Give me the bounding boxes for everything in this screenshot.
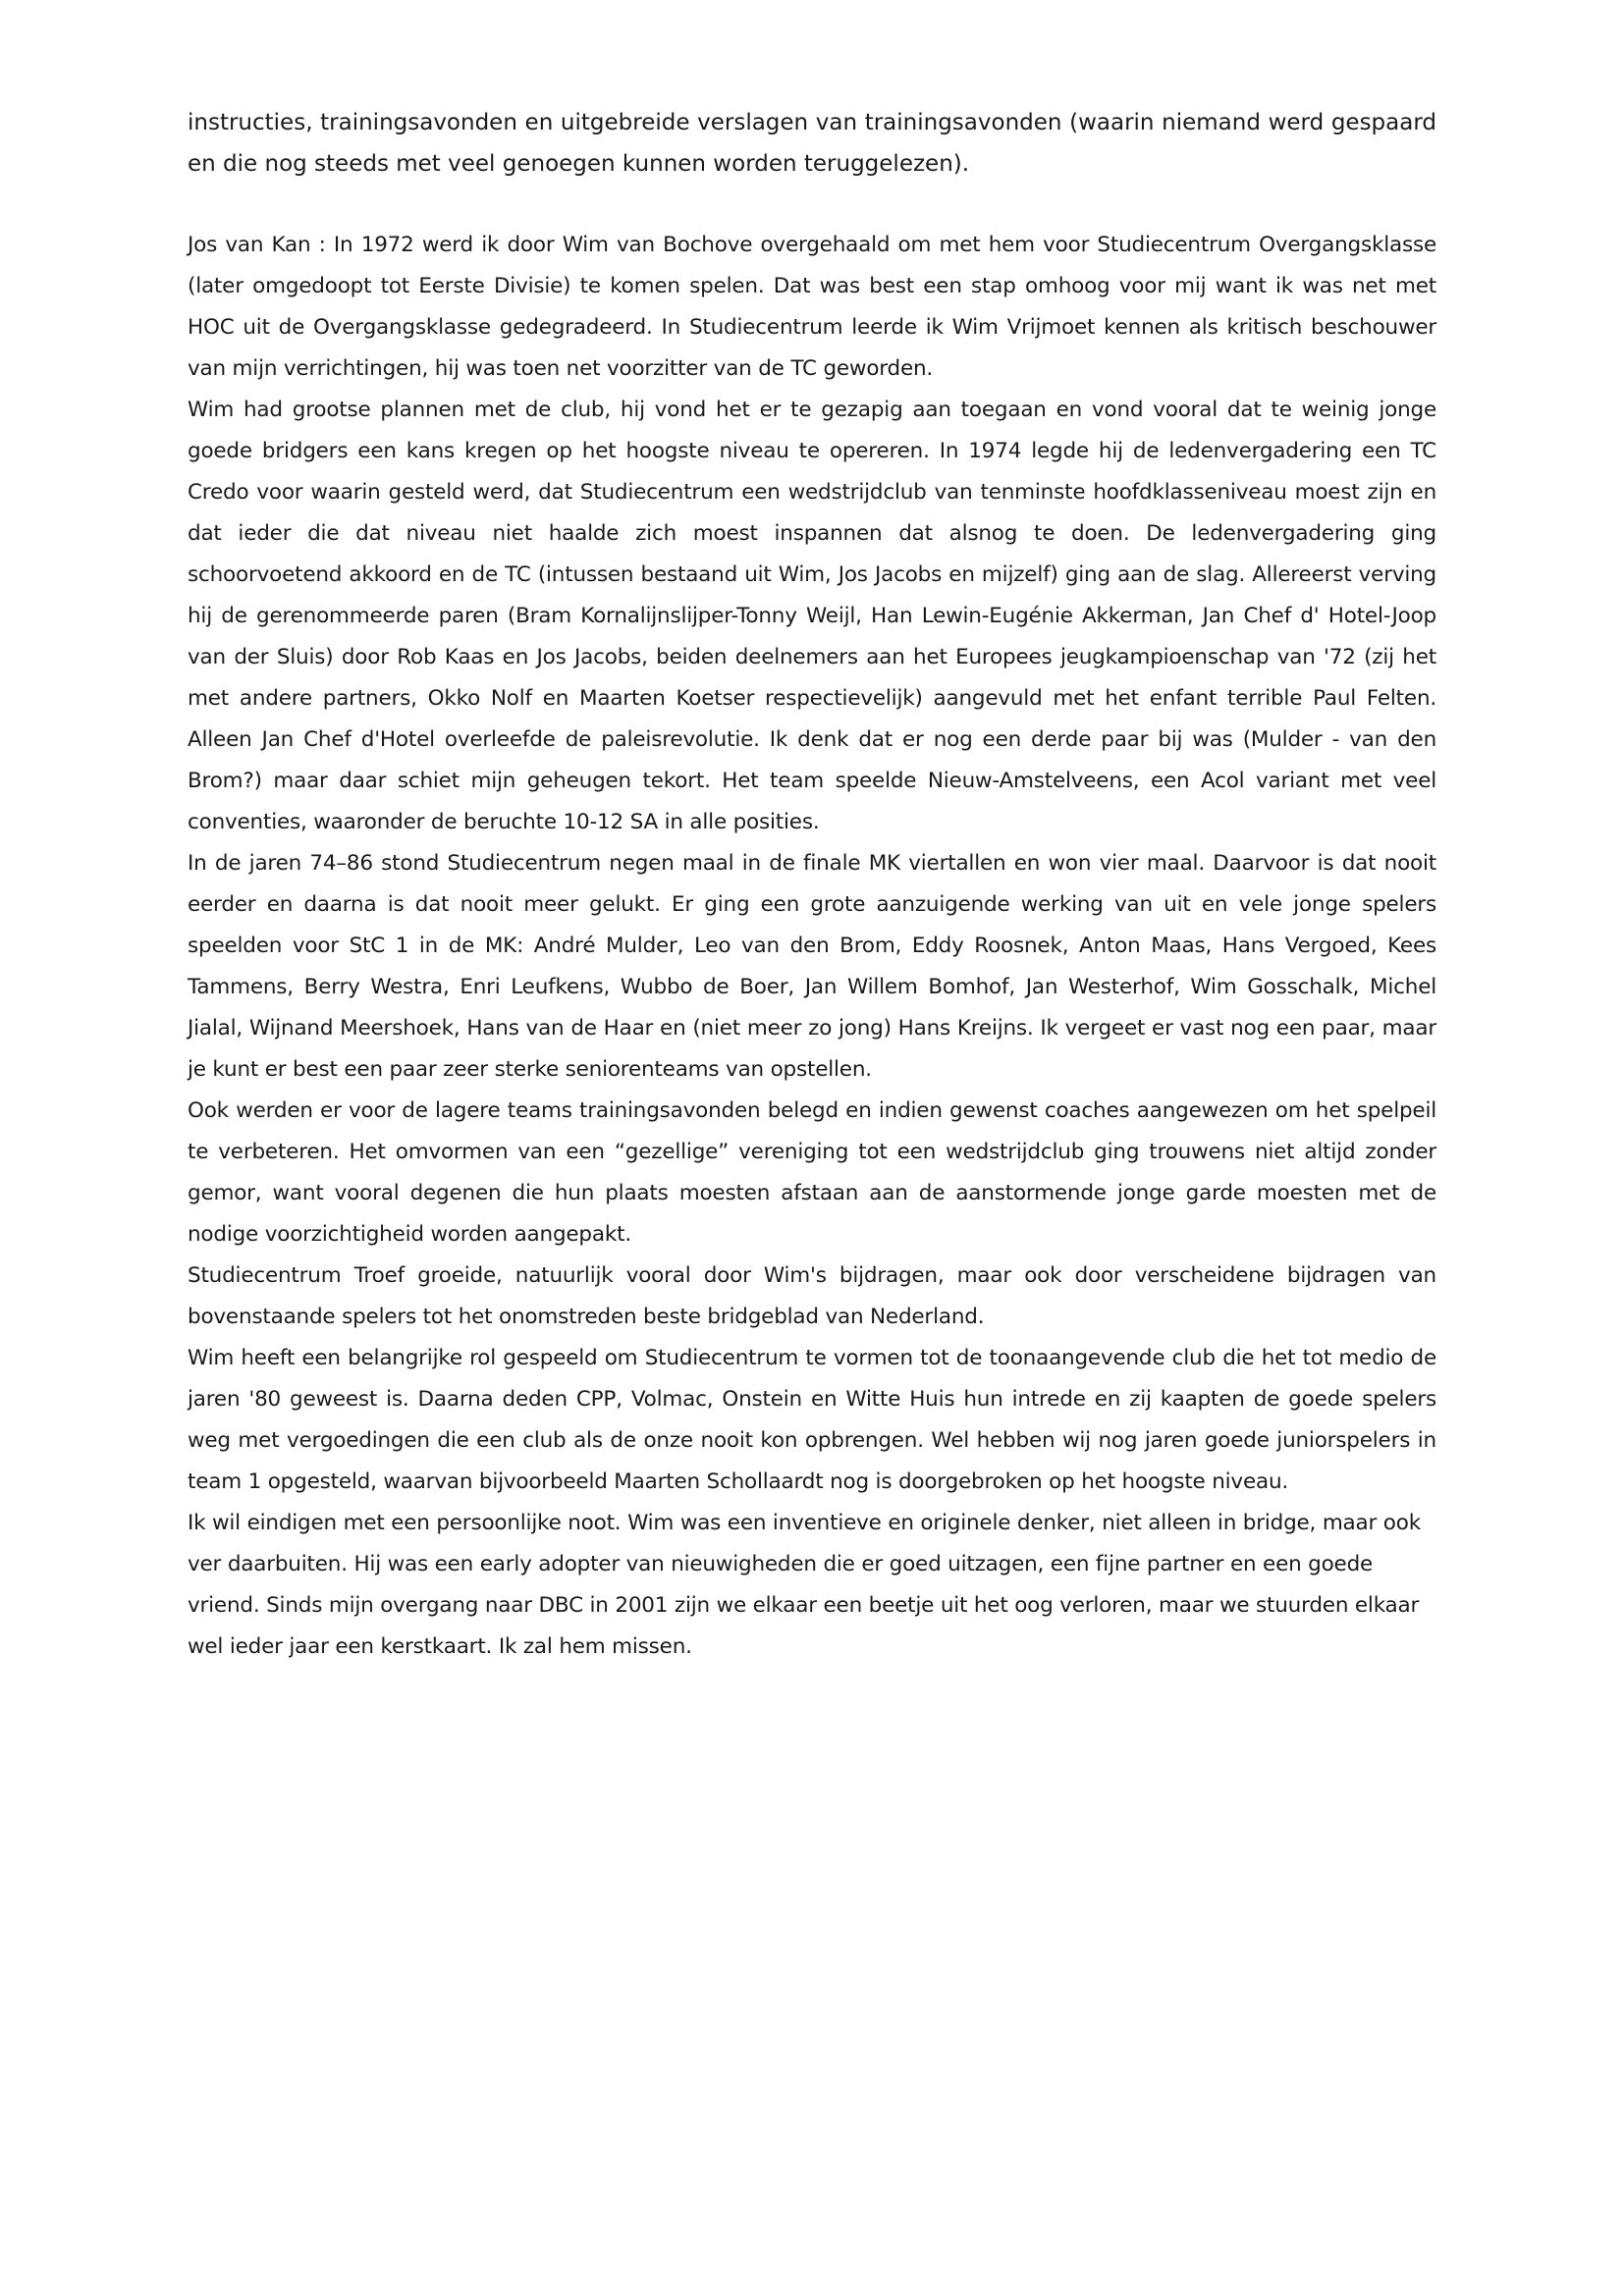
paragraph-finale-mk: In de jaren 74–86 stond Studiecentrum negen maal in de finale MK viertallen en won vier maal. Daarvoor is dat nooit eerder en daarna is dat nooit meer gelukt. Er ging een grote aanzuigende werking van uit en vele jonge spelers speelden voor StC 1 in de MK: André Mulder, Leo van den Brom, Eddy Roosnek, Anton Maas, Hans Vergoed, Kees Tammens, Berry Westra, Enri Leufkens, Wubbo de Boer, Jan Willem Bomhof, Jan Westerhof, Wim Gosschalk, Michel Jialal, Wijnand Meershoek, Hans van de Haar en (niet meer zo jong) Hans Kreijns. Ik vergeet er vast nog een paar, maar je kunt er best een paar zeer sterke seniorenteams van opstellen. xyxy=(188,851,1436,1082)
paragraph-jos-van-kan: Jos van Kan : In 1972 werd ik door Wim van Bochove overgehaald om met hem voor Studiecentrum Overgangsklasse (later omgedoopt tot Eerste Divisie) te komen spelen. Dat was best een stap omhoog voor mij want ik was net met HOC uit de Overgangsklasse gedegradeerd. In Studiecentrum leerde ik Wim Vrijmoet kennen als kritisch beschouwer van mijn verrichtingen, hij was toen net voorzitter van de TC geworden. xyxy=(188,233,1436,381)
paragraph-lagere-teams: Ook werden er voor de lagere teams trainingsavonden belegd en indien gewenst coaches aangewezen om het spelpeil te verbeteren. Het omvormen van een “gezellige” vereniging tot een wedstrijdclub ging trouwens niet altijd zonder gemor, want vooral degenen die hun plaats moesten afstaan aan de aanstormende jonge garde moesten met de nodige voorzichtigheid worden aangepakt. xyxy=(188,1098,1436,1247)
intro-paragraph: instructies, trainingsavonden en uitgebreide verslagen van trainingsavonden (waarin niemand werd gespaard en die nog steeds met veel genoegen kunnen worden teruggelezen). xyxy=(188,110,1436,177)
paragraph-troef: Studiecentrum Troef groeide, natuurlijk vooral door Wim's bijdragen, maar ook door verscheidene bijdragen van bovenstaande spelers tot het onomstreden beste bridgeblad van Nederland. xyxy=(188,1263,1436,1329)
paragraph-belangrijke-rol: Wim heeft een belangrijke rol gespeeld om Studiecentrum te vormen tot de toonaangevende club die het tot medio de jaren '80 geweest is. Daarna deden CPP, Volmac, Onstein en Witte Huis hun intrede en zij kaapten de goede spelers weg met vergoedingen die een club als de onze nooit kon opbrengen. Wel hebben wij nog jaren goede juniorspelers in team 1 opgesteld, waarvan bijvoorbeeld Maarten Schollaardt nog is doorgebroken op het hoogste niveau. xyxy=(188,1346,1436,1494)
paragraph-grootse-plannen: Wim had grootse plannen met de club, hij vond het er te gezapig aan toegaan en vond vooral dat te weinig jonge goede bridgers een kans kregen op het hoogste niveau te opereren. In 1974 legde hij de ledenvergadering een TC Credo voor waarin gesteld werd, dat Studiecentrum een wedstrijdclub van tenminste hoofdklasseniveau moest zijn en dat ieder die dat niveau niet haalde zich moest inspannen dat alsnog te doen. De ledenvergadering ging schoorvoetend akkoord en de TC (intussen bestaand uit Wim, Jos Jacobs en mijzelf) ging aan de slag. Allereerst verving hij de gerenommeerde paren (Bram Kornalijnslijper-Tonny Weijl, Han Lewin-Eugénie Akkerman, Jan Chef d' Hotel-Joop van der Sluis) door Rob Kaas en Jos Jacobs, beiden deelnemers aan het Europees jeugkampioenschap van '72 (zij het met andere partners, Okko Nolf en Maarten Koetser respectievelijk) aangevuld met het enfant terrible Paul Felten. Alleen Jan Chef d'Hotel overleefde de paleisrevolutie. Ik denk dat er nog een derde paar bij was (Mulder - van den Brom?) maar daar schiet mijn geheugen tekort. Het team speelde Nieuw-Amstelveens, een Acol variant met veel conventies, waaronder de beruchte 10-12 SA in alle posities. xyxy=(188,398,1436,834)
paragraph-persoonlijke-noot: Ik wil eindigen met een persoonlijke noot. Wim was een inventieve en originele denker, niet alleen in bridge, maar ook ver daarbuiten. Hij was een early adopter van nieuwigheden die er goed uitzagen, een fijne partner en een goede vriend. Sinds mijn overgang naar DBC in 2001 zijn we elkaar een beetje uit het oog verloren, maar we stuurden elkaar wel ieder jaar een kerstkaart. Ik zal hem missen. xyxy=(188,1511,1421,1659)
document-page xyxy=(188,102,1436,1668)
